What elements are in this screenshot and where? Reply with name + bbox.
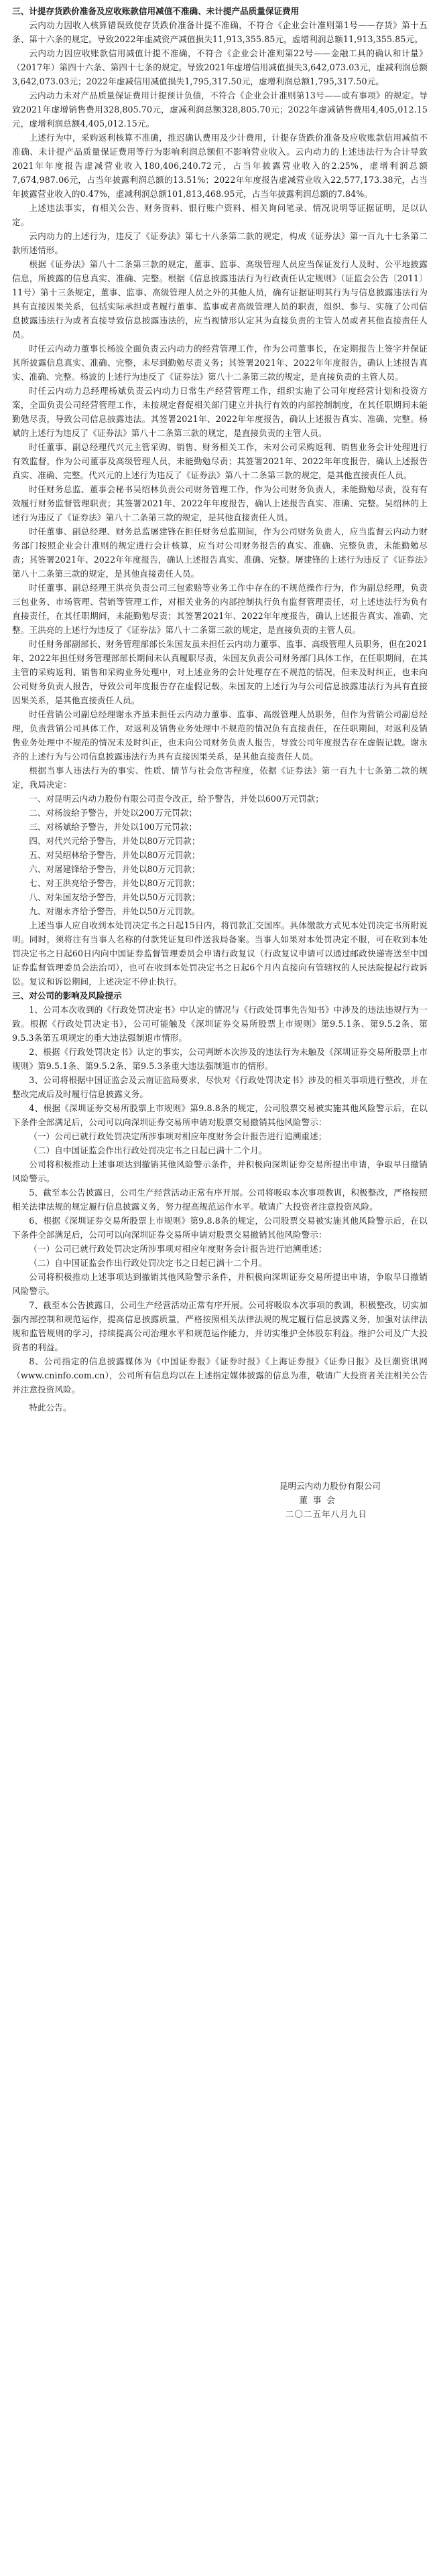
paragraph: （二）自中国证监会作出行政处罚决定书之日起已满十二个月。 bbox=[29, 1258, 267, 1268]
section-heading-3: 三、计提存货跌价准备及应收账款信用减值不准确、未计提产品质量保证费用 bbox=[12, 6, 300, 16]
signature-block bbox=[12, 1479, 428, 1521]
penalty-item: 五、对吴绍林给予警告，并处以80万元罚款； bbox=[29, 850, 200, 860]
paragraph: 时任营销公司副总经理谢永齐虽未担任云内动力董事、监事、高级管理人员职务，但作为营销公司副总经理，负责营销公司具体工作，对返利及销售业务处理中不规范的情况负有直接责任，在任职期间，对返利及销售业务处理中不规范的情况未及时纠正，也未向公司财务负责人报告，导致公司年度报告存在虚假记载。谢永齐的上述行为与公司信息披露违法行为具有直接因果关系，是其他直接责任人员。 bbox=[12, 709, 428, 762]
penalty-item: 九、对谢永齐给予警告，并处以50万元罚款。 bbox=[29, 906, 200, 916]
penalty-item: 三、对杨斌给予警告，并处以100万元罚款； bbox=[29, 822, 197, 832]
paragraph: 时任云内动力董事长杨波全面负责云内动力的经营管理工作，作为公司董事长，在定期报告上签字并保证其所披露信息真实、准确、完整，未尽到勤勉尽责义务；其签署2021年、2022年年度报告，确认上述报告真实、准确、完整。杨波的上述行为违反了《证券法》第八十二条第三款的规定，是直接负责的主管人员。 bbox=[12, 344, 428, 382]
paragraph: （一）公司已就行政处罚决定所涉事项对相应年度财务会计报告进行追溯重述； bbox=[29, 1131, 327, 1141]
signature-company: 昆明云内动力股份有限公司 bbox=[279, 1481, 381, 1491]
paragraph: 时任董事、副总经理王洪亮负责公司三包索赔等业务工作中存在的不规范操作行为，作为副总经理，负责三包业务、市场管理、营销等管理工作，对相关业务的内部控制执行负有监督管理责任，对上述违法行为负有直接责任，在其任职期间，未能勤勉尽责；其签署2021年、2022年年度报告，确认上述报告真实、准确、完整。王洪亮的上述行为违反了《证券法》第八十二条第三款的规定，是直接负责的主管人员。 bbox=[12, 583, 428, 635]
paragraph: 时任董事、副总经理代兴元主管采购、销售、财务相关工作，未对公司采购返利、销售业务会计处理进行有效监督，作为公司董事及高级管理人员，未能勤勉尽责；其签署2021年、2022年年度报告，确认上述报告真实、准确、完整。代兴元的上述行为违反了《证券法》第八十二条第三款的规定，是其他直接责任人员。 bbox=[12, 442, 428, 480]
paragraph: 云内动力因收入核算错误致使存货跌价准备计提不准确，不符合《企业会计准则第1号——存货》第十五条、第十六条的规定。导致2022年虚减资产减值损失11,913,355.85元，虚增利润总额11,913,355.85元。 bbox=[12, 20, 428, 44]
penalty-item: 二、对杨波给予警告，并处以200万元罚款； bbox=[29, 808, 197, 818]
paragraph: 8、公司指定的信息披露媒体为《中国证券报》《证券时报》《上海证券报》《证券日报》及巨潮资讯网（www.cninfo.com.cn），公司所有信息均以在上述指定媒体披露的信息为准，敬请广大投资者关注相关公告并注意投资风险。 bbox=[12, 1356, 428, 1394]
paragraph: 时任财务总监、董事会秘书吴绍林负责公司财务管理工作，作为公司财务负责人，未能勤勉尽责，没有有效履行财务监督管理职责；其签署2021年、2022年年度报告，确认上述报告真实、准确、完整。吴绍林的上述行为违反了《证券法》第八十二条第三款的规定，是其他直接责任人员。 bbox=[12, 484, 428, 522]
paragraph: 2、根据《行政处罚决定书》认定的事实，公司判断本次涉及的违法行为未触及《深圳证券交易所股票上市规则》第9.5.1条、第9.5.2条、第9.5.3条重大违法强制退市的情形。 bbox=[12, 1047, 428, 1071]
paragraph: 公司将积极推动上述事项达到撤销其他风险警示条件，并积极向深圳证券交易所提出申请，争取早日撤销风险警示。 bbox=[12, 1159, 428, 1184]
paragraph: 上述当事人应自收到本处罚决定书之日起15日内，将罚款汇交国库。具体缴款方式见本处罚决定书所附说明。同时，须将注有当事人名称的付款凭证复印件送我局备案。当事人如果对本处罚决定不服，可在收到本处罚决定书之日起60日内向中国证券监督管理委员会申请行政复议（行政复议申请可以通过邮政快递寄送至中国证券监督管理委员会法治司），也可在收到本处罚决定书之日起6个月内直接向有管辖权的人民法院提起行政诉讼。复议和诉讼期间，上述决定不停止执行。 bbox=[12, 920, 428, 987]
paragraph: 上述违法事实，有相关公告、财务资料、银行账户资料、相关询问笔录、情况说明等证据证明，足以认定。 bbox=[12, 203, 428, 227]
penalty-item: 六、对屠建锋给予警告，并处以80万元罚款； bbox=[29, 864, 200, 874]
paragraph: 7、截至本公告披露日，公司生产经营活动正常有序开展。公司将吸取本次事项的教训，积极整改，切实加强内部控制和规范运作，提高信息披露质量，严格按照相关法律法规的规定履行信息披露义务，加强对法律法规和监管规则的学习，持续提高公司治理水平和规范运作能力，并切实维护全体股东利益。维护公司及广大投资者的利益。 bbox=[12, 1300, 428, 1352]
paragraph: 公司将积极推动上述事项达到撤销其他风险警示条件，并积极向深圳证券交易所提出申请，争取早日撤销风险警示。 bbox=[12, 1272, 428, 1296]
paragraph: （一）公司已就行政处罚决定所涉事项对相应年度财务会计报告进行追溯重述； bbox=[29, 1244, 327, 1254]
paragraph: 时任财务部副部长、财务管理部部长朱国友虽未担任云内动力董事、监事、高级管理人员职务，但在2021年、2022年担任财务管理部部长期间未认真履职尽责，朱国友负责公司财务部门具体工作，在任职期间，在其主管的采购返利、销售和采购业务处理中，对上述业务的会计处理存在不规范的情况，但未及时纠正，也未向公司财务负责人报告，导致公司年度报告存在虚假记载。朱国友的上述行为与公司信息披露违法行为具有直接因果关系，是其他直接责任人员。 bbox=[12, 639, 428, 705]
paragraph: 根据《证券法》第八十二条第三款的规定，董事、监事、高级管理人员应当保证发行人及时、公平地披露信息，所披露的信息真实、准确、完整。根据《信息披露违法行为行政责任认定规则》（证监会公告〔2011〕11号）第十三条规定，董事、监事、高级管理人员之外的其他人员，确有证据证明其行为与信息披露违法行为具有直接因果关系，包括实际承担或者履行董事、监事或者高级管理人员的职责，组织、参与、实施了公司信息披露违法行为或者直接导致信息披露违法的，应当视情形认定其为直接负责的主管人员或者其他直接责任人员。 bbox=[12, 259, 428, 340]
penalty-item: 八、对朱国友给予警告，并处以50万元罚款； bbox=[29, 892, 200, 902]
paragraph: 1、公司本次收到的《行政处罚决定书》中认定的情况与《行政处罚事先告知书》中涉及的违法违规行为一致。根据《行政处罚决定书》，公司可能触及《深圳证券交易所股票上市规则》第9.5.1条、第9.5.2条、第9.5.3条第五项规定的重大违法强制退市情形。 bbox=[12, 1005, 428, 1043]
penalty-item: 七、对王洪亮给予警告，并处以80万元罚款； bbox=[29, 878, 200, 888]
signature-date: 二〇二五年八月九日 bbox=[285, 1509, 367, 1519]
paragraph: 根据当事人违法行为的事实、性质、情节与社会危害程度，依据《证券法》第一百九十七条第二款的规定，我局决定： bbox=[12, 766, 428, 790]
section-heading-4: 三、对公司的影响及风险提示 bbox=[12, 991, 122, 1001]
penalty-list bbox=[12, 792, 428, 918]
paragraph: 时任董事、副总经理、财务总监屠建锋在担任财务总监期间，作为公司财务负责人，应当监督云内动力财务部门按照企业会计准则的规定进行会计核算，应当对公司财务报告的真实、准确、完整负责，未能勤勉尽责；其签署2021年、2022年年度报告，确认上述报告真实、准确、完整。屠建锋的上述行为违反了《证券法》第八十二条第三款的规定，是其他直接责任人员。 bbox=[12, 526, 428, 579]
paragraph: 3、公司将根据中国证监会及云南证监局要求，尽快对《行政处罚决定书》涉及的相关事项进行整改，并在整改完成后及时履行信息披露义务。 bbox=[12, 1075, 428, 1099]
closing-statement: 特此公告。 bbox=[29, 1403, 72, 1413]
section-4-body bbox=[12, 1003, 428, 1397]
penalty-item: 四、对代兴元给予警告，并处以80万元罚款； bbox=[29, 836, 200, 846]
paragraph: 云内动力未对产品质量保证费用计提预计负债，不符合《企业会计准则第13号——或有事项》的规定。导致2021年虚增销售费用328,805.70元，虚减利润总额328,805.70元；2022年虚减销售费用4,405,012.15元，虚增利润总额4,405,012.15元。 bbox=[12, 90, 428, 129]
penalty-item: 一、对昆明云内动力股份有限公司责令改正，给予警告，并处以600万元罚款； bbox=[29, 794, 324, 804]
paragraph: 6、根据《深圳证券交易所股票上市规则》第9.8.8条的规定，公司股票交易被实施其他风险警示后，在以下条件全部满足后，公司可以向深圳证券交易所申请对股票交易撤销其他风险警示： bbox=[12, 1216, 428, 1240]
paragraph: （二）自中国证监会作出行政处罚决定书之日起已满十二个月。 bbox=[29, 1145, 267, 1155]
paragraph: 5、截至本公告披露日，公司生产经营活动正常有序开展。公司将吸取本次事项教训，积极整改，严格按照相关法律法规的规定履行信息披露义务，努力提高规范运作水平。敬请广大投资者注意投资风险。 bbox=[12, 1188, 428, 1212]
paragraph: 时任云内动力总经理杨斌负责云内动力日常生产经营管理工作，组织实施了公司年度经营计划和投资方案，全面负责公司经营管理工作，未按规定督促相关部门建立并执行有效的内部控制制度，在其任职期间未能勤勉尽责，导致公司信息披露违法。其签署2021年、2022年年度报告，确认上述报告真实、准确、完整。杨斌的上述行为违反了《证券法》第八十二条第三款的规定，是直接负责的主管人员。 bbox=[12, 386, 428, 438]
paragraph: 云内动力的上述行为，违反了《证券法》第七十八条第二款的规定，构成《证券法》第一百九十七条第二款所述情形。 bbox=[12, 231, 428, 255]
paragraph: 云内动力因应收账款信用减值计提不准确，不符合《企业会计准则第22号——金融工具的确认和计量》（2017年）第四十六条、第四十七条的规定。导致2021年虚增信用减值损失3,642,073.03元，虚减利润总额3,642,073.03元；2022年虚减信用减值损失1,795,317.50元，虚增利润总额1,795,317.50元。 bbox=[12, 48, 428, 86]
section-3-body bbox=[12, 18, 428, 792]
paragraph: 上述行为中，采购返利核算不准确，推迟确认费用及少计费用，计提存货跌价准备及应收账款信用减值不准确、未计提产品质量保证费用等行为影响利润总额但不影响营业收入。云内动力的上述违法行为合计导致2021年年度报告虚减营业收入180,406,240.72元，占当年披露营业收入的2.25%，虚增利润总额7,674,987.06元，占当年披露利润总额的13.51%；2022年年度报告虚减营业收入22,577,173.38元，占当年披露营业收入的0.47%，虚减利润总额101,813,468.95元，占当年披露利润总额的7.84%。 bbox=[12, 133, 428, 199]
signature-board: 董事会 bbox=[299, 1495, 340, 1505]
paragraph: 4、根据《深圳证券交易所股票上市规则》第9.8.8条的规定，公司股票交易被实施其他风险警示后，在以下条件全部满足后，公司可以向深圳证券交易所申请对股票交易撤销其他风险警示： bbox=[12, 1103, 428, 1127]
